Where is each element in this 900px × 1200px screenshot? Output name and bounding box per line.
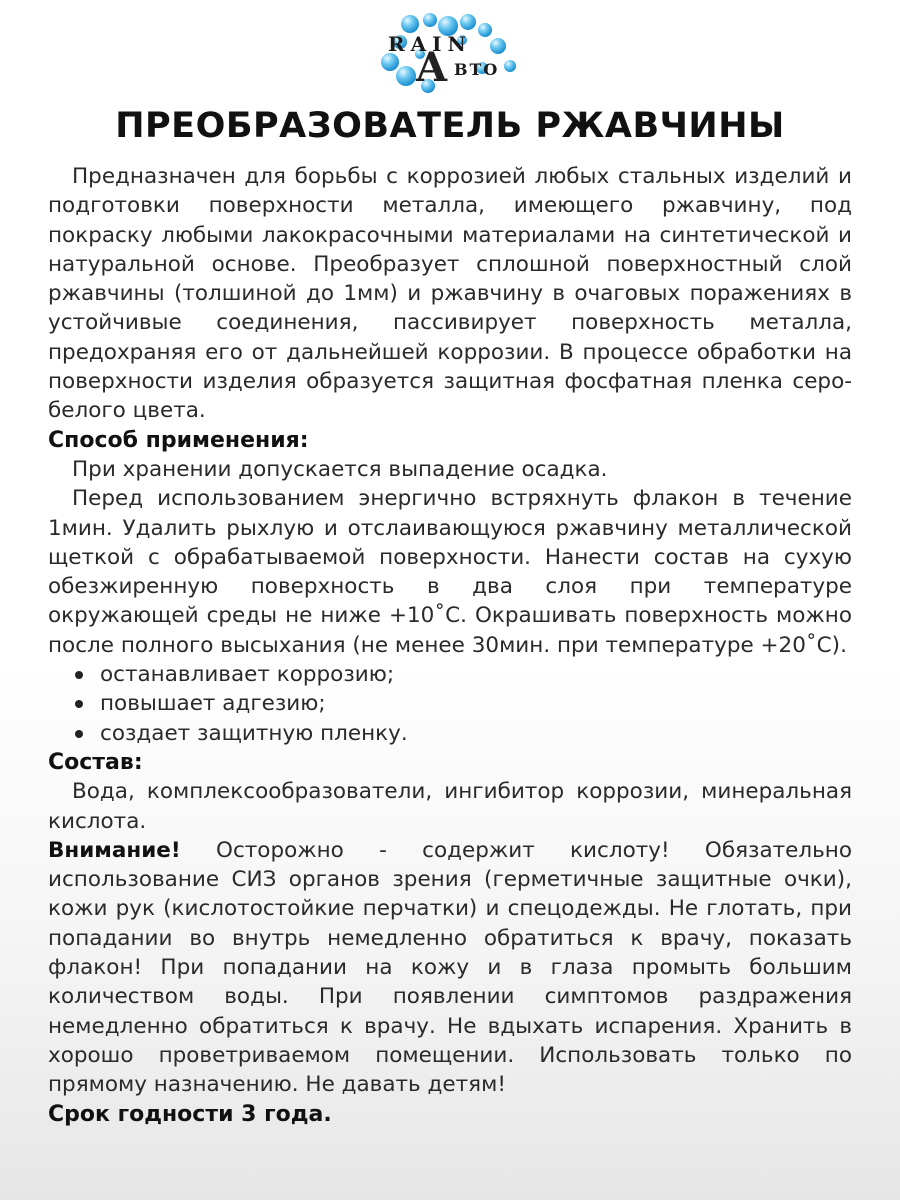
usage-storage-note: При хранении допускается выпадение осадка. (72, 456, 608, 482)
bullet-icon (75, 700, 83, 708)
logo-text-avto: BTO (454, 60, 500, 79)
logo-text-a: A (416, 44, 448, 91)
page-title: ПРЕОБРАЗОВАТЕЛЬ РЖАВЧИНЫ (115, 106, 785, 146)
logo-text-rain: RAIN (388, 32, 472, 56)
document-body (48, 162, 852, 1129)
warning-label: Внимание! (48, 837, 181, 863)
list-item: создает защитную пленку. (100, 719, 852, 748)
intro-paragraph: Предназначен для борьбы с коррозией любых стальных изделий и подготовки поверхности металла, имеющего ржавчину, под покраску любыми лакокрасочными материалами на синтетической и натуральной основе. Преобразует сплошной поверхностный слой ржавчины (толшиной до 1мм) и ржавчину в очаговых поражениях в устойчивые соединения, пассивирует поверхность металла, предохраняя его от дальнейшей коррозии. В процессе обработки на поверхности изделия образуется защитная фосфатная пленка серо-белого цвета. (48, 164, 852, 424)
usage-instructions: Перед использованием энергично встряхнуть флакон в течение 1мин. Удалить рыхлую и отслаивающуюся ржавчину металлической щеткой с обрабатываемой поверхности. Нанести состав на сухую обезжиренную поверхность в два слоя при температуре окружающей среды не ниже +10˚С. Окрашивать поверхность можно после полного высыхания (не менее 30мин. при температуре +20˚С). (48, 486, 852, 658)
brand-logo (370, 10, 530, 96)
benefits-list (48, 660, 852, 748)
bullet-icon (75, 671, 83, 679)
list-item: останавливает коррозию; (100, 660, 852, 689)
list-item: повышает адгезию; (100, 689, 852, 718)
warning-text: Осторожно - содержит кислоту! Обязательно использование СИЗ органов зрения (герметичные защитные очки), кожи рук (кислотостойкие перчатки) и спецодежды. Не глотать, при попадании во внутрь немедленно обратиться к врачу, показать флакон! При попадании на кожу и в глаза промыть большим количеством воды. При появлении симптомов раздражения немедленно обратиться к врачу. Не вдыхать испарения. Хранить в хорошо проветриваемом помещении. Использовать только по прямому назначению. Не давать детям! (48, 837, 852, 1098)
composition-text: Вода, комплексообразователи, ингибитор коррозии, минеральная кислота. (48, 779, 852, 834)
usage-heading: Способ применения: (48, 427, 309, 453)
bullet-icon (75, 730, 83, 738)
warning-paragraph (48, 836, 852, 1100)
composition-heading: Состав: (48, 749, 143, 775)
shelf-life: Срок годности 3 года. (48, 1101, 332, 1127)
